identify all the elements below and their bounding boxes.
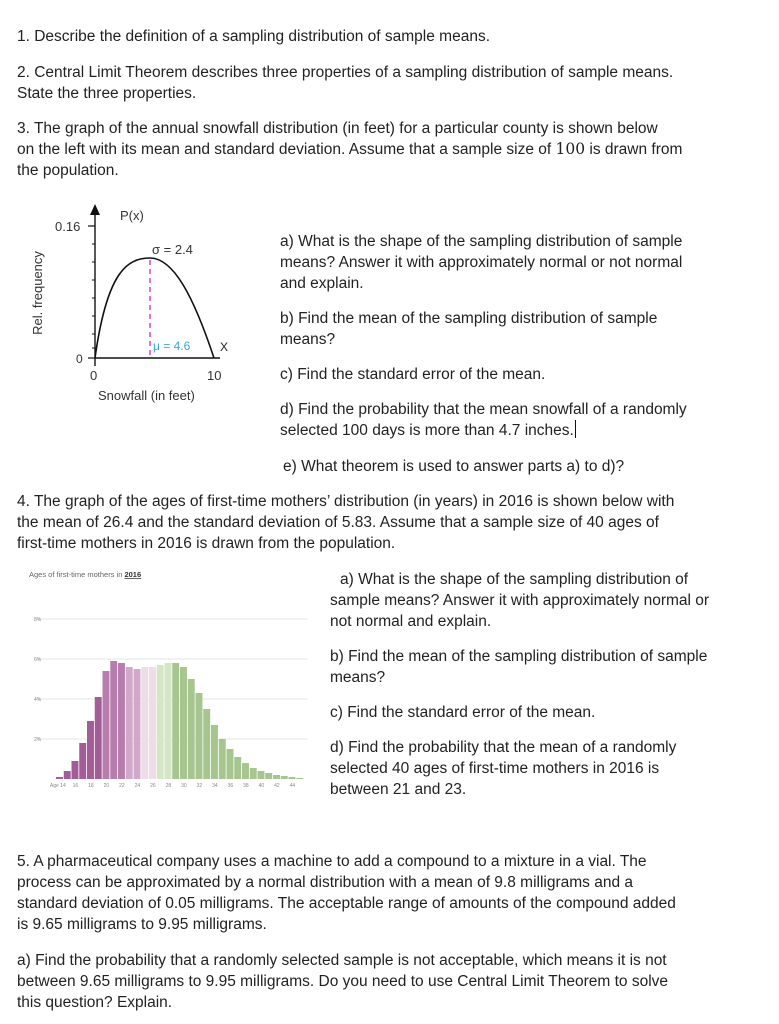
q3-part-d-2-text: selected 100 days is more than 4.7 inches.	[280, 422, 574, 439]
chart-title-year: 2016	[124, 570, 142, 579]
x-tick-label: 42	[274, 783, 280, 789]
q4-part-a-3: not normal and explain.	[330, 613, 492, 630]
x-tick-label: 32	[196, 783, 203, 789]
x-tick-label: 16	[72, 783, 79, 789]
x-tick-label: 26	[150, 783, 156, 789]
x-tick-label: 34	[212, 783, 218, 789]
chart-title	[29, 570, 141, 579]
q4-part-b-2: means?	[330, 669, 386, 686]
histogram-bar	[172, 663, 179, 779]
histogram-bar	[265, 773, 272, 779]
histogram-bar	[196, 693, 203, 779]
question-4-line-2: the mean of 26.4 and the standard deviation of 5.83. Assume that a sample size of 40 ages of	[17, 514, 659, 531]
question-5-line-4: is 9.65 milligrams to 9.95 milligrams.	[17, 916, 267, 933]
x-tick-label: 38	[243, 783, 249, 789]
y-top-label: 0.16	[55, 219, 81, 234]
y-tick-label: 6%	[34, 657, 42, 663]
x-ten-label: 10	[207, 368, 222, 383]
x-variable-label: X	[220, 340, 229, 354]
question-5-line-3: standard deviation of 0.05 milligrams. The acceptable range of amounts of the compound added	[17, 895, 676, 912]
histogram-bar	[211, 725, 218, 779]
y-axis-arrow-icon	[90, 204, 100, 215]
histogram-bar	[250, 768, 257, 779]
histogram-bar	[227, 749, 234, 779]
q4-part-a-1: a) What is the shape of the sampling distribution of	[340, 571, 689, 588]
q3-part-c: c) Find the standard error of the mean.	[280, 366, 546, 383]
histogram-bar	[103, 671, 110, 779]
question-5-part-a-1: a) Find the probability that a randomly selected sample is not acceptable, which means it is not	[17, 952, 667, 969]
q3-part-a-2: means? Answer it with approximately normal or not normal	[280, 254, 683, 271]
x-tick-label: 40	[258, 783, 265, 789]
x-axis-label: Snowfall (in feet)	[98, 388, 195, 403]
x-tick-label: 20	[103, 783, 110, 789]
question-4-line-3: first-time mothers in 2016 is drawn from the population.	[17, 535, 396, 552]
first-time-mothers-age-chart	[22, 566, 322, 796]
question-3-line-2	[17, 139, 682, 160]
x-tick-label: 28	[165, 783, 172, 789]
histogram-bar	[157, 665, 164, 779]
y-axis-label: Rel. frequency	[30, 251, 45, 335]
histogram-bar	[72, 761, 79, 779]
histogram-bar	[234, 757, 241, 779]
histogram-bar	[180, 667, 187, 779]
question-5-part-a-2: between 9.65 milligrams to 9.95 milligrams. Do you need to use Central Limit Theorem to solve	[17, 973, 669, 990]
histogram-bar	[110, 661, 117, 779]
histogram-bar	[64, 771, 71, 779]
histogram-bar	[149, 667, 156, 779]
question-4-line-1: 4. The graph of the ages of first-time mothers’ distribution (in years) in 2016 is shown below with	[17, 493, 675, 510]
chart-title-prefix: Ages of first-time mothers in	[29, 570, 125, 579]
x-tick-label: 22	[119, 783, 125, 789]
text-cursor	[575, 420, 577, 438]
histogram-bar	[281, 776, 288, 779]
y-tick-label: 4%	[34, 697, 42, 703]
histogram-bar	[56, 777, 63, 779]
sample-size-number: 100	[555, 140, 586, 158]
q4-part-a-2: sample means? Answer it with approximately normal or	[330, 592, 710, 609]
question-5-part-a-3: this question? Explain.	[17, 994, 173, 1011]
q3-part-a-3: and explain.	[280, 275, 364, 292]
x-tick-label: 30	[181, 783, 187, 789]
histogram-bar	[134, 669, 141, 779]
histogram-bar	[289, 777, 296, 779]
x-tick-label: 44	[289, 783, 296, 789]
y-tick-label: 8%	[34, 617, 42, 623]
q4-part-d-1: d) Find the probability that the mean of a randomly	[330, 739, 677, 756]
q4-part-d-3: between 21 and 23.	[330, 781, 467, 798]
histogram-bar	[87, 721, 94, 779]
q3-part-d-2[interactable]	[280, 420, 576, 441]
y-zero-label: 0	[76, 352, 83, 366]
snowfall-distribution-graph	[22, 198, 252, 408]
question-2-line-2: State the three properties.	[17, 85, 197, 102]
q3-part-a-1: a) What is the shape of the sampling distribution of sample	[280, 233, 683, 250]
question-3-line-1: 3. The graph of the annual snowfall distribution (in feet) for a particular county is shown below	[17, 120, 658, 137]
px-label: P(x)	[120, 208, 144, 223]
x-tick-label: 18	[88, 783, 94, 789]
q4-part-d-2: selected 40 ages of first-time mothers in 2016 is	[330, 760, 660, 777]
q4-part-c: c) Find the standard error of the mean.	[330, 704, 596, 721]
q4-part-b-1: b) Find the mean of the sampling distribution of sample	[330, 648, 708, 665]
histogram-bar	[188, 679, 195, 779]
q3-part-e: e) What theorem is used to answer parts a) to d)?	[283, 458, 625, 475]
mu-label: μ = 4.6	[153, 339, 191, 353]
question-3-line-3: the population.	[17, 162, 119, 179]
histogram-bar	[258, 771, 265, 779]
q3-text: on the left with its mean and standard deviation. Assume that a sample size of	[17, 141, 556, 158]
x-zero-label: 0	[90, 368, 98, 383]
histogram-bar	[296, 778, 303, 779]
question-5-line-1: 5. A pharmaceutical company uses a machine to add a compound to a mixture in a vial. The	[17, 853, 647, 870]
q3-part-b-1: b) Find the mean of the sampling distribution of sample	[280, 310, 658, 327]
question-2-line-1: 2. Central Limit Theorem describes three properties of a sampling distribution of sample means.	[17, 64, 674, 81]
sigma-label: σ = 2.4	[152, 242, 193, 257]
histogram-bar	[242, 763, 249, 779]
q3-text-end: is drawn from	[585, 141, 683, 158]
histogram-bar	[79, 743, 86, 779]
histogram-bar	[203, 709, 210, 779]
histogram-bar	[126, 667, 133, 779]
question-1: 1. Describe the definition of a sampling distribution of sample means.	[17, 28, 490, 45]
y-tick-label: 2%	[34, 737, 42, 743]
histogram-bar	[165, 663, 172, 779]
histogram-bar	[95, 697, 102, 779]
x-tick-label: 36	[227, 783, 234, 789]
question-5-line-2: process can be approximated by a normal distribution with a mean of 9.8 milligrams and a	[17, 874, 634, 891]
histogram-bar	[118, 663, 125, 779]
q3-part-d-1: d) Find the probability that the mean snowfall of a randomly	[280, 401, 687, 418]
x-tick-label: Age 14	[49, 783, 66, 789]
histogram-bar	[141, 667, 148, 779]
x-tick-label: 24	[134, 783, 141, 789]
histogram-bar	[273, 775, 280, 779]
histogram-bar	[219, 739, 226, 779]
q3-part-b-2: means?	[280, 331, 336, 348]
